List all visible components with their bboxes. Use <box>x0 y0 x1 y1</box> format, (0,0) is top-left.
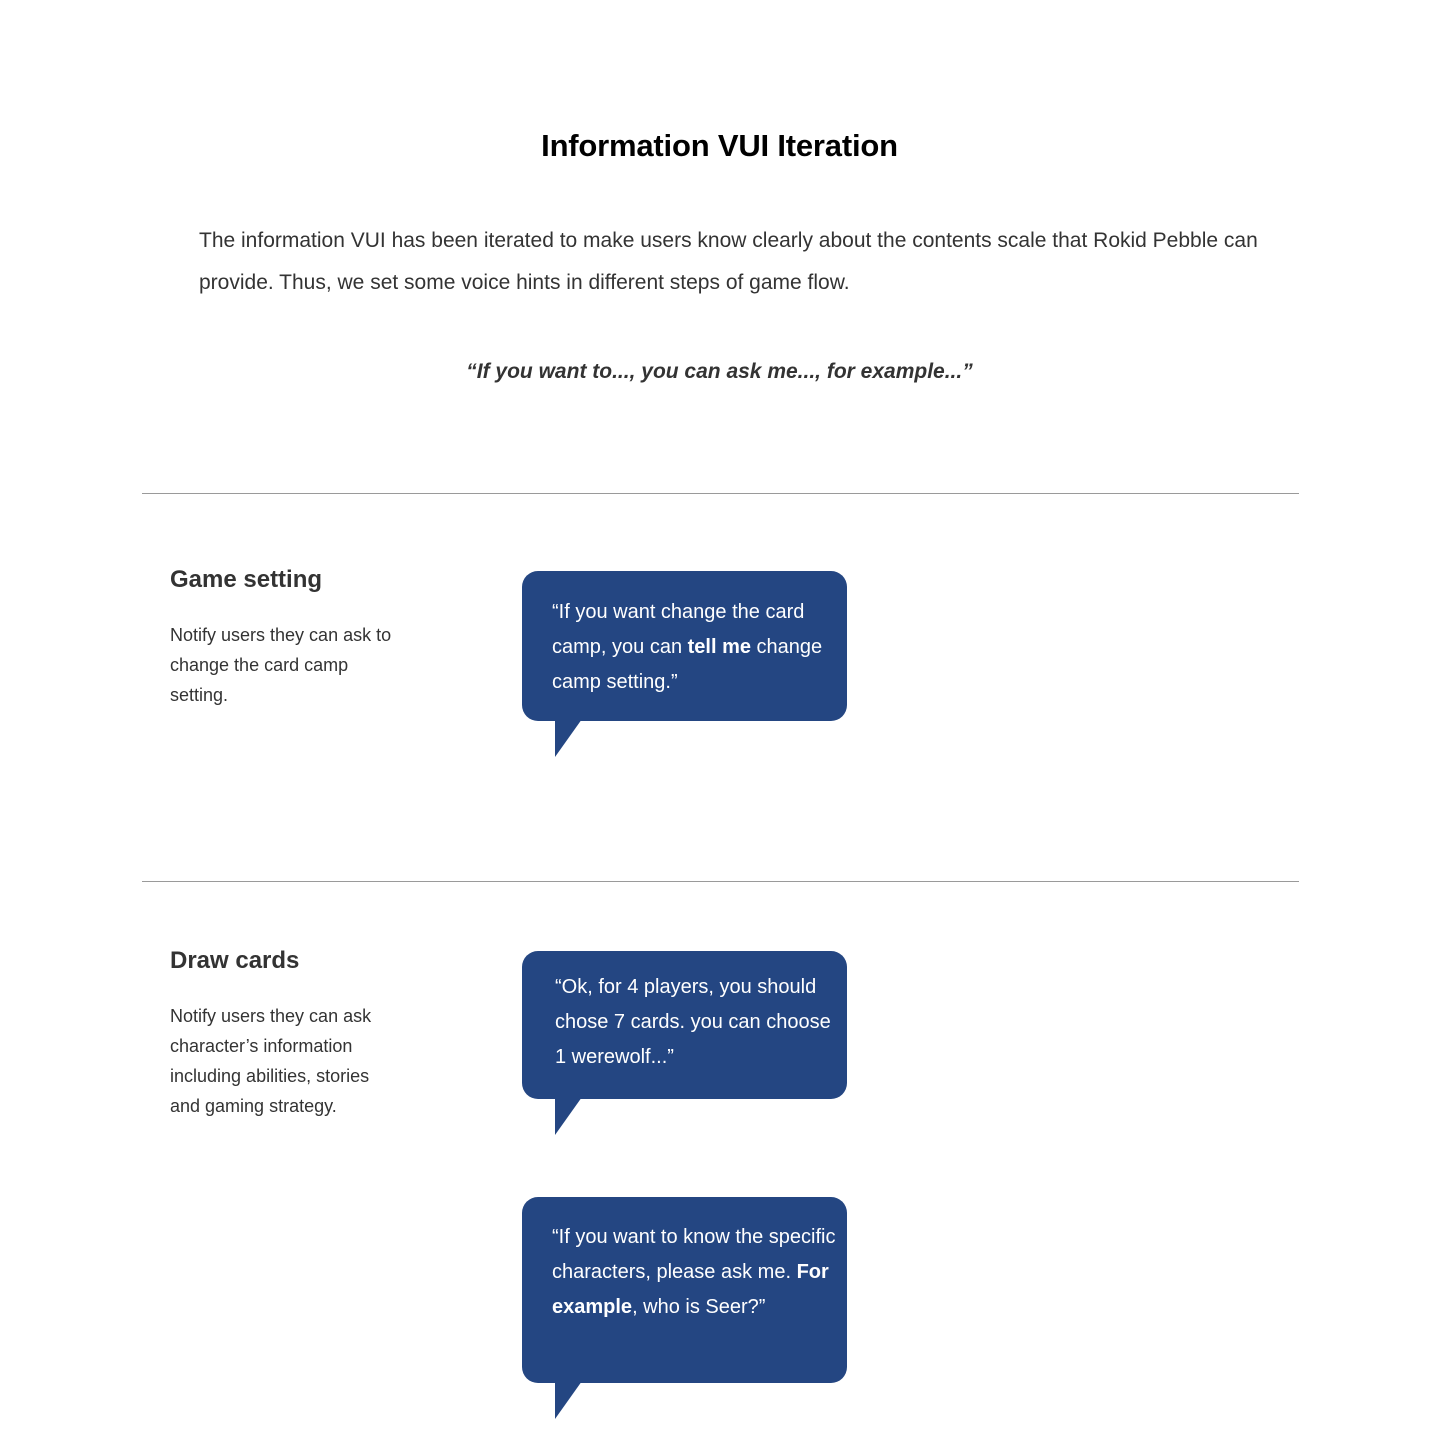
voice-hint-pattern: “If you want to..., you can ask me..., for example...” <box>466 360 973 383</box>
section-title-draw-cards: Draw cards <box>170 947 300 974</box>
section-description-draw-cards: Notify users they can ask character’s information including abilities, stories and gaming strategy. <box>170 1006 372 1116</box>
bubble-text: , who is Seer?” <box>632 1296 766 1318</box>
speech-bubble-character-info <box>522 1197 847 1383</box>
bubble-bold-text: For example <box>552 1261 829 1318</box>
section-description-game-setting: Notify users they can ask to change the card camp setting. <box>170 625 392 705</box>
speech-bubble-card-count <box>522 951 847 1099</box>
bubble-text: “Ok, for 4 players, you should chose 7 cards. you can choose 1 werewolf...” <box>555 976 831 1068</box>
bubble-tail <box>555 719 582 757</box>
section-divider <box>142 881 1299 882</box>
bubble-text: “If you want change the card camp, you can <box>552 601 805 658</box>
section-divider <box>142 493 1299 494</box>
bubble-tail <box>555 1381 582 1419</box>
intro-paragraph: The information VUI has been iterated to make users know clearly about the contents scale that Rokid Pebble can provide. Thus, we set some voice hints in different steps of game flow. <box>199 229 1258 294</box>
bubble-text: change camp setting.” <box>552 636 823 693</box>
bubble-tail <box>555 1097 582 1135</box>
section-title-game-setting: Game setting <box>170 566 323 593</box>
bubble-text: “If you want to know the specific characters, please ask me. <box>552 1226 836 1283</box>
page-title: Information VUI Iteration <box>541 128 898 163</box>
speech-bubble-change-camp <box>522 571 847 721</box>
bubble-bold-text: tell me <box>687 636 751 658</box>
